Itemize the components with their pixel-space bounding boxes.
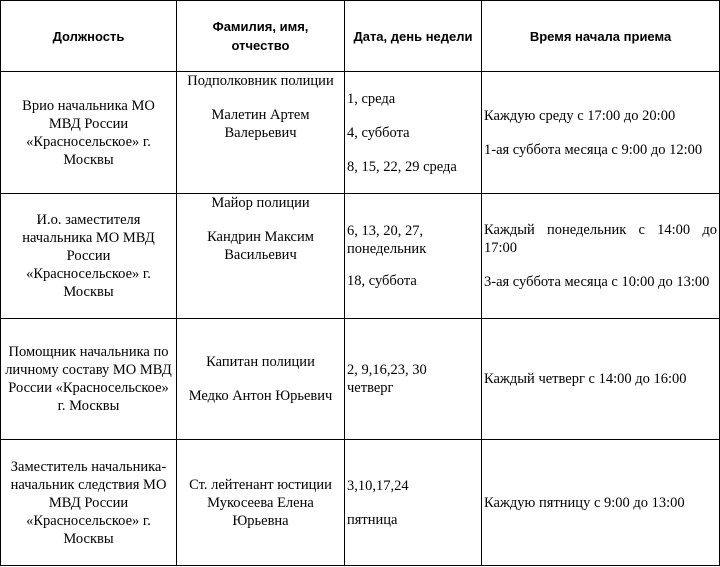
fio-text: Медко Антон Юрьевич — [188, 388, 333, 404]
fio-text: Мукосеева Елена Юрьевна — [207, 494, 314, 529]
time-cell — [482, 72, 720, 194]
name-cell — [177, 72, 345, 194]
fio-text: Малетин Артем Валерьевич — [211, 107, 310, 141]
header-position: Должность — [1, 1, 177, 72]
name-cell — [177, 194, 345, 319]
dates-cell — [345, 319, 482, 440]
date-item: 2, 9,16,23, 30 четверг — [347, 362, 427, 396]
date-item: 18, суббота — [347, 273, 417, 289]
table-row — [1, 72, 720, 194]
name-cell — [177, 440, 345, 566]
date-item: 1, среда — [347, 90, 396, 107]
header-date: Дата, день недели — [345, 1, 482, 72]
fio-text: Кандрин Максим Васильевич — [207, 229, 314, 263]
dates-cell — [345, 194, 482, 319]
table-row — [1, 319, 720, 440]
time-item: Каждую пятницу с 9:00 до 13:00 — [484, 494, 685, 511]
time-item: 3-ая суббота месяца с 10:00 до 13:00 — [484, 274, 710, 290]
date-item: 4, суббота — [347, 124, 410, 141]
table-row — [1, 440, 720, 566]
dates-cell — [345, 440, 482, 566]
time-cell — [482, 319, 720, 440]
header-row — [1, 1, 720, 72]
date-item: 3,10,17,24 — [347, 477, 409, 494]
header-name: Фамилия, имя, отчество — [177, 1, 345, 72]
date-item: пятница — [347, 511, 398, 528]
rank-text: Ст. лейтенант юстиции — [189, 476, 332, 493]
date-item: 8, 15, 22, 29 среда — [347, 158, 457, 175]
position-cell: Заместитель начальника-начальник следствия МО МВД России «Красносельское» г. Москвы — [1, 440, 177, 566]
position-cell: Врио начальника МО МВД России «Красносельское» г. Москвы — [1, 72, 177, 194]
position-cell: Помощник начальника по личному составу МО МВД России «Красносельское» г. Москвы — [1, 319, 177, 440]
date-item: 6, 13, 20, 27, понедельник — [347, 223, 427, 257]
time-item: Каждый четверг с 14:00 до 16:00 — [484, 371, 687, 387]
time-item: Каждый понедельник с 14:00 до 17:00 — [484, 222, 717, 256]
table-row — [1, 194, 720, 319]
dates-cell — [345, 72, 482, 194]
time-item: 1-ая суббота месяца с 9:00 до 12:00 — [484, 141, 703, 158]
header-time: Время начала приема — [482, 1, 720, 72]
position-cell: И.о. заместителя начальника МО МВД России «Красносельское» г. Москвы — [1, 194, 177, 319]
time-item: Каждую среду с 17:00 до 20:00 — [484, 107, 676, 124]
time-cell — [482, 440, 720, 566]
name-cell — [177, 319, 345, 440]
time-cell — [482, 194, 720, 319]
rank-text: Капитан полиции — [206, 354, 315, 370]
rank-text: Майор полиции — [211, 195, 310, 211]
rank-text: Подполковник полиции — [187, 73, 334, 89]
